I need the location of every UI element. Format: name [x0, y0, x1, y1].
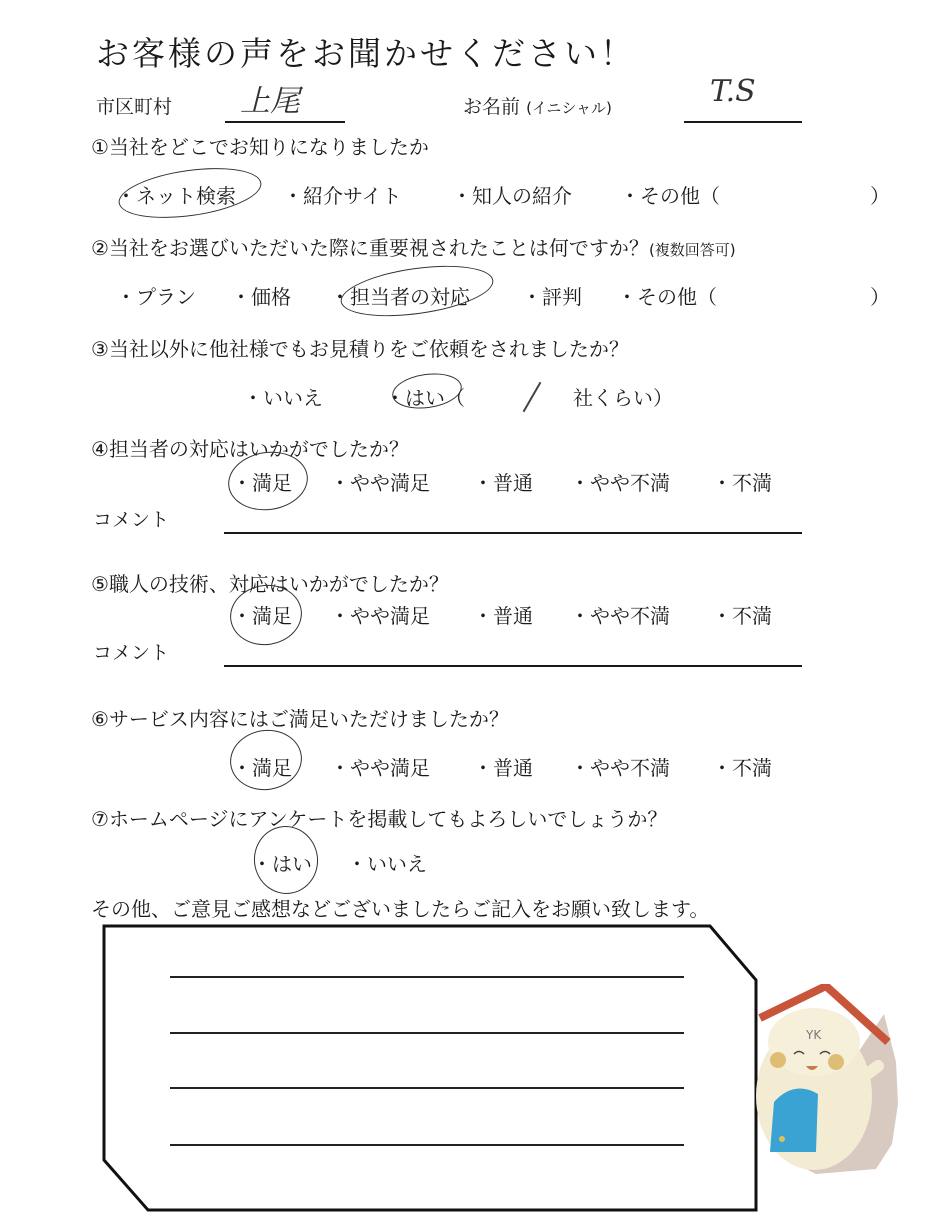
question-text: サービス内容にはご満足いただけましたか？ — [108, 707, 509, 731]
name-label-text: お名前 — [463, 96, 521, 118]
q6-option-somewhat-satisfied[interactable]: ・やや満足 — [330, 756, 430, 780]
q2-option-plan[interactable]: ・プラン — [116, 285, 196, 309]
name-value[interactable]: T.S — [710, 74, 756, 109]
q6-option-dissatisfied[interactable]: ・不満 — [712, 756, 772, 780]
q6-option-satisfied[interactable]: ・満足 — [232, 756, 292, 780]
name-label — [463, 92, 612, 119]
q1-option-net-search[interactable]: ・ネット検索 — [116, 184, 236, 208]
question-number: ⑥ — [91, 707, 109, 731]
question-note: (複数回答可) — [648, 241, 736, 259]
q5-option-somewhat-dissatisfied[interactable]: ・やや不満 — [570, 604, 670, 628]
q1-option-other[interactable]: ・その他（ — [620, 184, 720, 208]
question-text: 当社をどこでお知りになりましたか — [108, 135, 429, 159]
q3-slash-mark — [523, 382, 542, 412]
q5-comment-line[interactable] — [224, 665, 802, 667]
question-3 — [91, 333, 629, 362]
q2-option-other[interactable]: ・その他（ — [617, 285, 717, 309]
q5-option-satisfied[interactable]: ・満足 — [232, 604, 292, 628]
question-4 — [91, 433, 409, 462]
q3-option-yes[interactable]: ・はい（ — [385, 386, 465, 410]
question-number: ④ — [91, 437, 109, 461]
mascot-hedgehog-icon — [756, 984, 906, 1184]
question-text: 当社以外に他社様でもお見積りをご依頼をされましたか？ — [108, 337, 629, 361]
q7-option-no[interactable]: ・いいえ — [347, 852, 427, 876]
q4-option-somewhat-dissatisfied[interactable]: ・やや不満 — [570, 471, 670, 495]
name-sub-label: (イニシャル) — [526, 99, 612, 117]
q4-option-satisfied[interactable]: ・満足 — [232, 471, 292, 495]
city-value[interactable]: 上尾 — [240, 84, 300, 119]
question-text: 当社をお選びいただいた際に重要視されたことは何ですか？ — [108, 236, 649, 260]
question-text: 担当者の対応はいかがでしたか？ — [108, 437, 409, 461]
q7-option-yes[interactable]: ・はい — [252, 852, 312, 876]
question-number: ⑦ — [91, 807, 109, 831]
q1-option-referral-site[interactable]: ・紹介サイト — [283, 184, 402, 208]
question-6 — [91, 703, 509, 732]
q4-option-dissatisfied[interactable]: ・不満 — [712, 471, 772, 495]
question-2 — [91, 232, 736, 261]
q2-option-reputation[interactable]: ・評判 — [522, 285, 582, 309]
question-text: 職人の技術、対応はいかがでしたか？ — [108, 572, 449, 596]
q4-option-somewhat-satisfied[interactable]: ・やや満足 — [330, 471, 430, 495]
q5-option-dissatisfied[interactable]: ・不満 — [712, 604, 772, 628]
free-comment-prompt: その他、ご意見ご感想などございましたらご記入をお願い致します。 — [91, 897, 710, 921]
q1-close-paren: ） — [870, 184, 890, 208]
q1-option-acquaintance[interactable]: ・知人の紹介 — [452, 184, 572, 208]
question-1 — [91, 131, 429, 160]
q3-option-no[interactable]: ・いいえ — [243, 386, 323, 410]
q5-comment-label: コメント — [93, 642, 170, 664]
q4-option-neutral[interactable]: ・普通 — [473, 471, 533, 495]
q4-comment-line[interactable] — [224, 532, 802, 534]
free-comment-box[interactable] — [102, 924, 762, 1212]
q2-close-paren: ） — [870, 285, 890, 309]
q6-option-somewhat-dissatisfied[interactable]: ・やや不満 — [570, 756, 670, 780]
q6-option-neutral[interactable]: ・普通 — [473, 756, 533, 780]
q4-comment-label: コメント — [93, 509, 170, 531]
question-number: ② — [91, 236, 109, 260]
q2-option-price[interactable]: ・価格 — [231, 285, 291, 309]
q3-company-count-suffix: 社くらい） — [573, 386, 673, 410]
city-underline — [225, 121, 345, 123]
q2-option-staff-response[interactable]: ・担当者の対応 — [330, 285, 470, 309]
q5-option-somewhat-satisfied[interactable]: ・やや満足 — [330, 604, 430, 628]
question-number: ⑤ — [91, 572, 109, 596]
page-title: お客様の声をお聞かせください！ — [96, 34, 636, 73]
question-5 — [91, 568, 449, 597]
question-text: ホームページにアンケートを掲載してもよろしいでしょうか？ — [108, 807, 668, 831]
city-label: 市区町村 — [96, 96, 173, 118]
name-underline — [684, 121, 802, 123]
question-7 — [91, 803, 667, 832]
question-number: ③ — [91, 337, 109, 361]
q5-option-neutral[interactable]: ・普通 — [473, 604, 533, 628]
mascot-badge: YK — [806, 1028, 822, 1042]
question-number: ① — [91, 135, 109, 159]
